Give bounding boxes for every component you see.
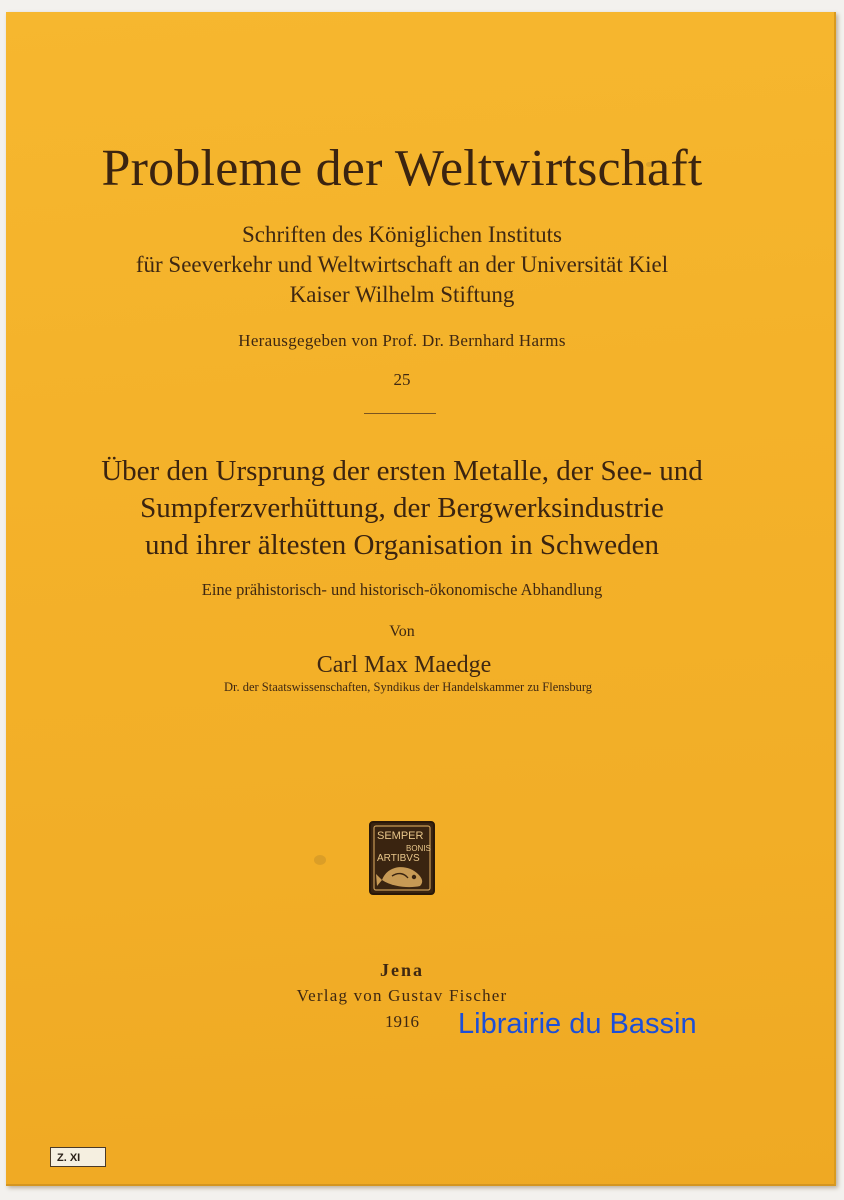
work-title-line: Über den Ursprung der ersten Metalle, der See- und <box>101 455 703 487</box>
work-title <box>0 453 816 564</box>
imprint-year: 1916 <box>385 1012 419 1031</box>
svg-text:ARTIBVS: ARTIBVS <box>377 853 420 864</box>
imprint-publisher: Verlag von Gustav Fischer <box>296 986 508 1005</box>
publisher-emblem-icon <box>368 820 436 896</box>
series-subtitle-line: Schriften des Königlichen Instituts <box>241 222 563 247</box>
imprint-place: Jena <box>380 960 424 980</box>
svg-text:SEMPER: SEMPER <box>377 830 424 842</box>
stain-spot <box>314 855 326 865</box>
shelf-label: Z. XI <box>50 1147 106 1167</box>
work-title-line: und ihrer ältesten Organisation in Schweden <box>144 529 660 561</box>
series-editor: Herausgegeben von Prof. Dr. Bernhard Harms <box>238 331 566 350</box>
divider-rule <box>364 413 436 414</box>
series-subtitle <box>0 220 816 310</box>
by-label: Von <box>389 623 415 640</box>
series-title: Probleme der Weltwirtschaft <box>101 140 703 197</box>
series-subtitle-line: für Seeverkehr und Weltwirtschaft an der Universität Kiel <box>135 252 669 277</box>
volume-number: 25 <box>393 370 411 389</box>
series-subtitle-line: Kaiser Wilhelm Stiftung <box>289 282 515 307</box>
author-description: Dr. der Staatswissenschaften, Syndikus der Handelskammer zu Flensburg <box>223 680 593 694</box>
author-name: Carl Max Maedge <box>316 652 492 678</box>
book-cover <box>6 12 836 1186</box>
seller-watermark: Librairie du Bassin <box>458 1008 697 1040</box>
work-subtitle: Eine prähistorisch- und historisch-ökonomische Abhandlung <box>201 580 603 599</box>
work-title-line: Sumpferzverhüttung, der Bergwerksindustrie <box>140 492 664 524</box>
svg-text:BONIS: BONIS <box>406 844 431 853</box>
